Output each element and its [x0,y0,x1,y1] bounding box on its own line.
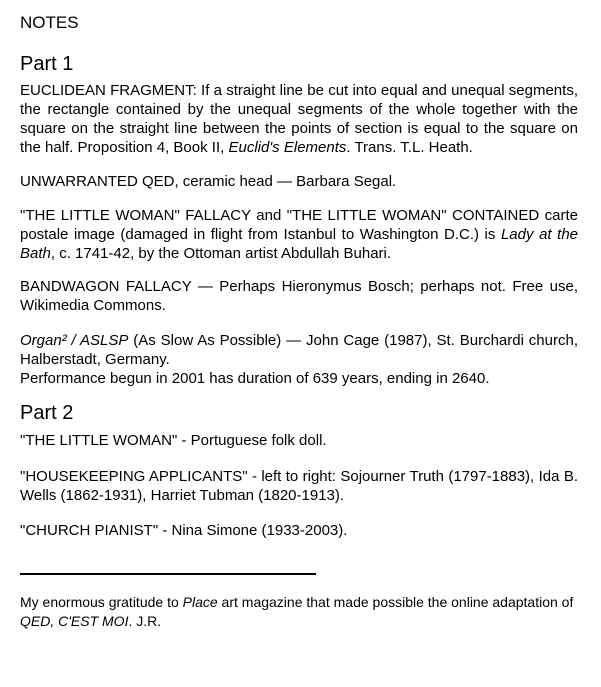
note-organ-aslsp-line [20,331,578,369]
note-organ-aslsp-performance: Performance begun in 2001 has duration of 639 years, ending in 2640. [20,370,490,387]
note-euclidean-fragment-text: EUCLIDEAN FRAGMENT: If a straight line be cut into equal and unequal segments, the rectangle contained by the unequal segments of the whole together with the square on the straight line between the points of section is equal to the square on the half. Proposition 4, Book II, [20,82,578,156]
note-little-woman-fallacy-artist: , c. 1741-42, by the Ottoman artist Abdullah Buhari. [50,245,392,262]
footer-divider [20,573,316,575]
note-organ-aslsp-title: Organ² / ASLSP [20,332,129,349]
acknowledgement-text: My enormous gratitude to [20,594,183,610]
note-organ-aslsp [20,331,578,388]
note-little-woman-fallacy-text: "THE LITTLE WOMAN" FALLACY and "THE LITTLE WOMAN" CONTAINED carte postale image (damaged in flight from Istanbul to Washington D.C.) is [20,207,578,243]
note-housekeeping-applicants: "HOUSEKEEPING APPLICANTS" - left to right: Sojourner Truth (1797-1883), Ida B. Wells (1862-1931), Harriet Tubman (1820-1913). [20,468,578,504]
note-little-woman-fallacy-title: Lady at the Bath [20,226,579,262]
note-bandwagon-fallacy: BANDWAGON FALLACY — Perhaps Hieronymus Bosch; perhaps not. Free use, Wikimedia Commons. [20,278,578,314]
acknowledgement-signature: . J.R. [128,613,162,629]
note-euclidean-fragment-translation: . Trans. T.L. Heath. [346,139,473,156]
note-organ-aslsp-text: (As Slow As Possible) — John Cage (1987), St. Burchardi church, Halberstadt, Germany. [20,332,578,368]
acknowledgement-work-title: QED, C'EST MOI [20,613,129,629]
acknowledgement-magazine: Place [182,594,218,610]
page-title: NOTES [20,13,79,32]
note-unwarranted-qed: UNWARRANTED QED, ceramic head — Barbara Segal. [20,173,397,190]
note-church-pianist: "CHURCH PIANIST" - Nina Simone (1933-2003). [20,522,348,539]
note-portuguese-folk-doll: "THE LITTLE WOMAN" - Portuguese folk doll. [20,432,327,449]
part-2-heading: Part 2 [20,402,74,424]
note-euclidean-fragment-title: Euclid's Elements [228,139,347,156]
part-1-heading: Part 1 [20,53,74,75]
acknowledgement-middle: art magazine that made possible the online adaptation of [217,594,574,610]
acknowledgement [20,593,578,631]
note-euclidean-fragment [20,81,578,157]
note-little-woman-fallacy [20,206,578,263]
